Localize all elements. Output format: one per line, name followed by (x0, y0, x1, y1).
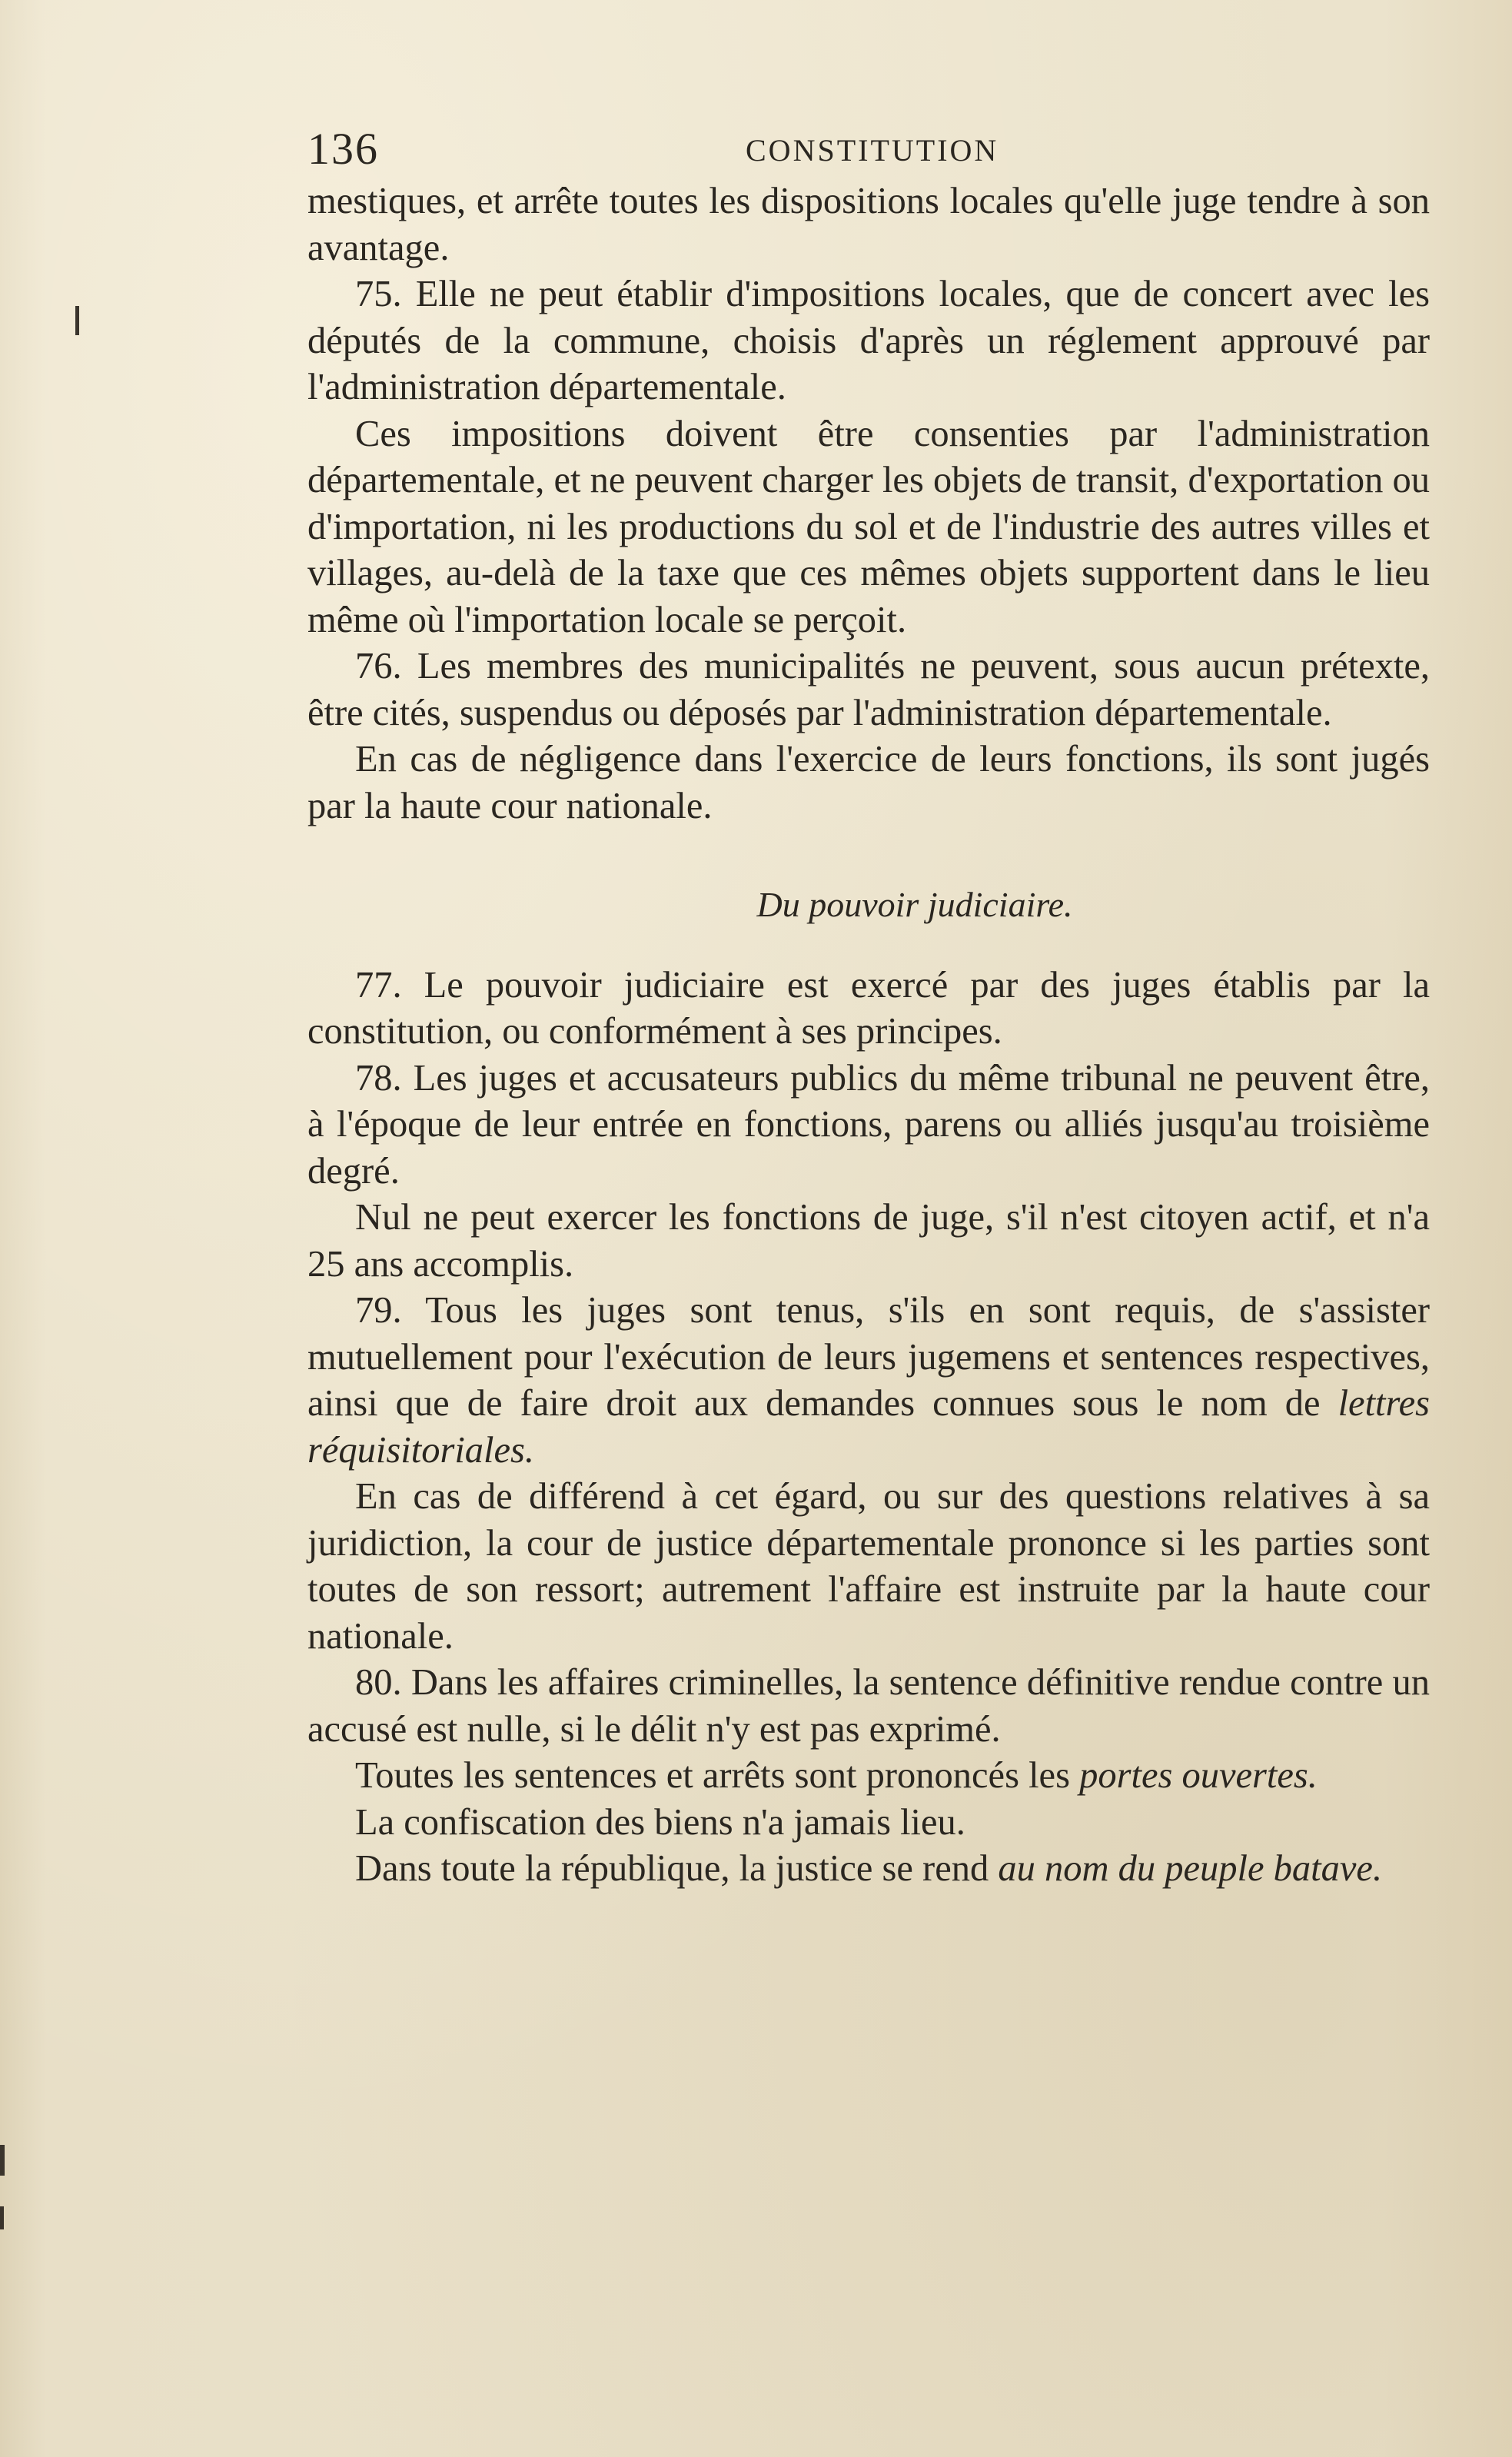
paragraph: mestiques, et arrête toutes les dispositions locales qu'elle juge tendre à son avantage. (307, 181, 1430, 268)
article-76: 76. Les membres des municipalités ne peuvent, sous aucun prétexte, être cités, suspendus ou déposés par l'administration départementale. (307, 646, 1430, 733)
paragraph: En cas de différend à cet égard, ou sur des questions relatives à sa juridiction, la cour de justice départementale prononce si les parties sont toutes de son ressort; autrement l'affaire est instruite par la haute cour nationale. (307, 1476, 1430, 1657)
section-heading: Du pouvoir judiciaire. (756, 885, 1073, 924)
text-run: 79. Tous les juges sont tenus, s'ils en sont requis, de s'assister mutuellement pour l'exécution de leurs jugemens et sentences respectives, ainsi que de faire droit aux demandes connues sous le nom de (307, 1290, 1430, 1424)
text-run: Dans toute la république, la justice se rend (355, 1848, 999, 1889)
paragraph: Ces impositions doivent être consenties par l'administration départementale, et ne peuvent charger les objets de transit, d'exportation ou d'importation, ni les productions du sol et de l'industrie des autres villes et villages, au-delà de la taxe que ces mêmes objets supportent dans le lieu même où l'importation locale se perçoit. (307, 413, 1430, 640)
running-head: CONSTITUTION (746, 133, 999, 168)
paragraph (307, 1753, 1430, 1800)
paragraph: Nul ne peut exercer les fonctions de juge, s'il n'est citoyen actif, et n'a 25 ans accomplis. (307, 1197, 1430, 1285)
article-80: 80. Dans les affaires criminelles, la sentence définitive rendue contre un accusé est nulle, si le délit n'y est pas exprimé. (307, 1662, 1430, 1750)
italic-run: au nom du peuple batave. (998, 1848, 1383, 1889)
article-78: 78. Les juges et accusateurs publics du même tribunal ne peuvent être, à l'époque de leur entrée en fonctions, parens ou alliés jusqu'au troisième degré. (307, 1057, 1430, 1192)
paragraph (307, 1846, 1430, 1893)
italic-run: lettres réquisitoriales. (307, 1383, 1430, 1471)
italic-run: portes ouvertes. (1079, 1755, 1318, 1796)
page-body (307, 178, 1430, 1893)
article-77: 77. Le pouvoir judiciaire est exercé par des juges établis par la constitution, ou conformément à ses principes. (307, 964, 1430, 1052)
article-75: 75. Elle ne peut établir d'impositions locales, que de concert avec les députés de la commune, choisis d'après un réglement approuvé par l'administration départementale. (307, 274, 1430, 407)
margin-mark (0, 2145, 5, 2176)
paragraph: La confiscation des biens n'a jamais lieu. (355, 1801, 965, 1843)
margin-mark (0, 2206, 4, 2229)
page-header (307, 123, 1430, 177)
paragraph: En cas de négligence dans l'exercice de leurs fonctions, ils sont jugés par la haute cour nationale. (307, 739, 1430, 826)
text-run: Toutes les sentences et arrêts sont prononcés les (355, 1755, 1080, 1796)
article-79 (307, 1288, 1430, 1474)
page-number: 136 (307, 124, 379, 174)
margin-mark (75, 306, 79, 335)
